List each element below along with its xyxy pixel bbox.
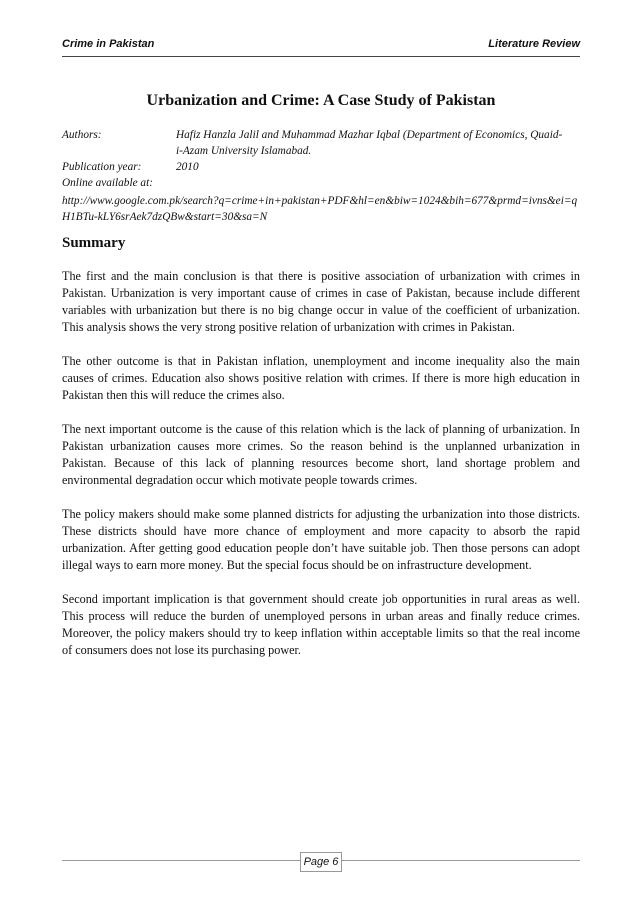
header-left-title: Crime in Pakistan bbox=[62, 38, 155, 50]
paragraph-1: The first and the main conclusion is that there is positive association of urbanization with crimes in Pakistan. Urbanization is very important cause of crimes in case of Pakistan, because include different variables with urbanization but there is no big change occur in value of the coefficient of urbanization. This analysis shows the very strong positive relation of urbanization with crimes in Pakistan. bbox=[62, 269, 580, 334]
paragraph-5: Second important implication is that government should create job opportunities in rural areas as well. This process will reduce the burden of unemployed persons in urban areas and finally reduce crimes. Moreover, the policy makers should try to keep inflation within acceptable limits so that the real income of consumers does not lose its purchasing power. bbox=[62, 592, 580, 657]
year-value: 2010 bbox=[176, 161, 199, 173]
page-header bbox=[62, 38, 580, 57]
online-label: Online available at: bbox=[62, 177, 153, 189]
paper-title: Urbanization and Crime: A Case Study of Pakistan bbox=[146, 92, 496, 109]
paragraph-2: The other outcome is that in Pakistan inflation, unemployment and income inequality also the main causes of crimes. Education also shows positive relation with crimes. If there is more high education in Pakistan then this will reduce the crimes also. bbox=[62, 354, 580, 402]
year-row bbox=[62, 159, 568, 175]
paragraph-3: The next important outcome is the cause of this relation which is the lack of planning of urbanization. In Pakistan urbanization causes more crimes. So the reason behind is the unplanned urbanization in Pakistan. Because of this lack of planning resources become short, land shortage problem and environmental degradation occur which motivate people towards crimes. bbox=[62, 422, 580, 487]
authors-label: Authors: bbox=[62, 129, 102, 141]
page-number: Page 6 bbox=[300, 852, 342, 872]
summary-heading: Summary bbox=[62, 235, 126, 251]
paragraph-4: The policy makers should make some planned districts for adjusting the urbanization into those districts. These districts should have more chance of employment and more capacity to absorb the rapid urbanization. After getting good education people don’t have suitable job. Then those persons can adopt illegal ways to earn more money. But the special focus should be on infrastructure development. bbox=[62, 507, 580, 572]
authors-row bbox=[62, 127, 568, 159]
paper-metadata bbox=[62, 127, 568, 191]
summary-body bbox=[62, 268, 580, 676]
year-label: Publication year: bbox=[62, 161, 142, 173]
authors-value: Hafiz Hanzla Jalil and Muhammad Mazhar Iqbal (Department of Economics, Quaid-i-Azam University Islamabad. bbox=[176, 129, 563, 157]
header-right-title: Literature Review bbox=[488, 38, 580, 50]
source-url[interactable]: http://www.google.com.pk/search?q=crime+in+pakistan+PDF&hl=en&biw=1024&bih=677&prmd=ivns&ei=qH1BTu-kLY6srAek7dzQBw&start=30&sa=N bbox=[62, 195, 578, 223]
footer-rule-right bbox=[342, 860, 580, 861]
page-footer bbox=[62, 852, 580, 872]
footer-rule-left bbox=[62, 860, 300, 861]
online-row bbox=[62, 175, 568, 191]
